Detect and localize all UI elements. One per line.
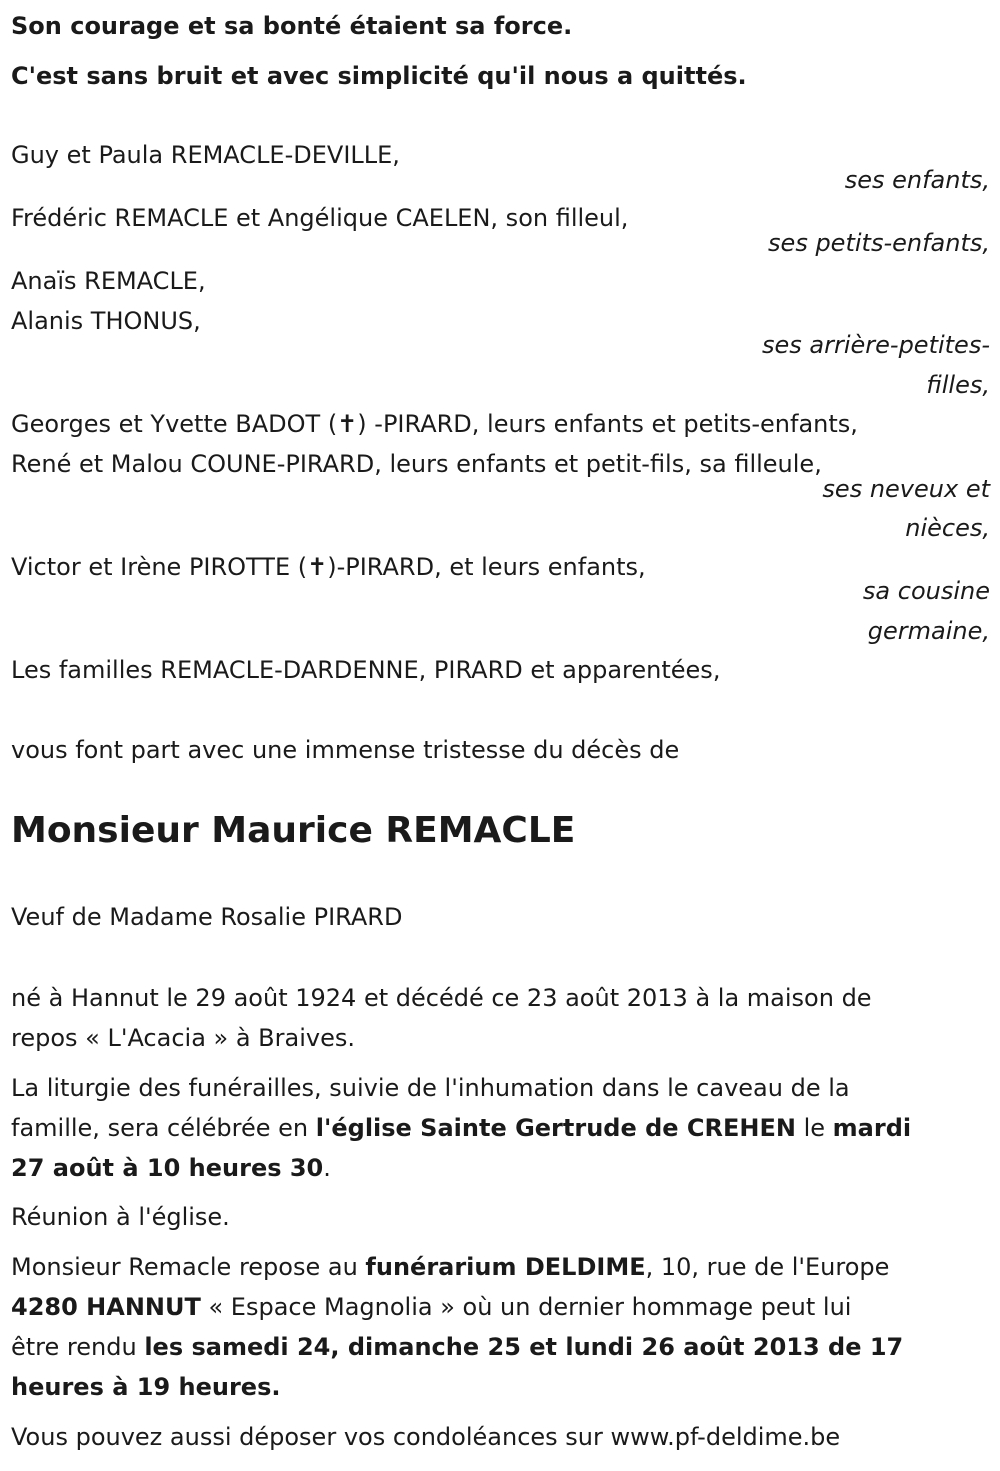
grandchildren-names: Frédéric REMACLE et Angélique CAELEN, son filleul, (11, 204, 629, 232)
related-families: Les familles REMACLE-DARDENNE, PIRARD et apparentées, (11, 656, 721, 684)
funeral-home-city: 4280 HANNUT (11, 1293, 201, 1321)
meeting-line: Réunion à l'église. (11, 1203, 230, 1231)
birth-death-line-2: repos « L'Acacia » à Braives. (11, 1024, 355, 1052)
great-grandchildren-role-1: ses arrière-petites- (762, 331, 990, 359)
repose-line-1 (11, 1255, 889, 1279)
repose-line-3 (11, 1335, 903, 1359)
nephews-role-2: nièces, (905, 514, 990, 542)
funeral-datetime: 27 août à 10 heures 30 (11, 1154, 324, 1182)
cousin-names: Victor et Irène PIROTTE (✝)-PIRARD, et leurs enfants, (11, 553, 646, 581)
funeral-line-3 (11, 1156, 331, 1180)
church-name: l'église Sainte Gertrude de CREHEN (315, 1114, 796, 1142)
funeral-text: famille, sera célébrée en (11, 1114, 316, 1142)
funeral-day: mardi (832, 1114, 912, 1142)
birth-death-line-1: né à Hannut le 29 août 1924 et décédé ce 23 août 2013 à la maison de (11, 984, 872, 1012)
children-role: ses enfants, (844, 166, 990, 194)
repose-text: , 10, rue de l'Europe (645, 1253, 890, 1281)
great-grandchildren-role-2: filles, (926, 371, 990, 399)
great-grandchild-1: Anaïs REMACLE, (11, 267, 206, 295)
nephews-role-1: ses neveux et (822, 475, 990, 503)
funeral-line-2 (11, 1116, 911, 1140)
visiting-hours: heures à 19 heures. (11, 1373, 281, 1401)
repose-text: « Espace Magnolia » où un dernier hommage peut lui (200, 1293, 852, 1321)
condolences-line: Vous pouvez aussi déposer vos condoléances sur www.pf-deldime.be (11, 1423, 841, 1451)
announcement: vous font part avec une immense tristesse du décès de (11, 736, 680, 764)
funeral-home-name: funérarium DELDIME (365, 1253, 646, 1281)
deceased-name: Monsieur Maurice REMACLE (11, 810, 576, 851)
cousin-role-1: sa cousine (862, 577, 990, 605)
great-grandchild-2: Alanis THONUS, (11, 307, 201, 335)
funeral-line-1: La liturgie des funérailles, suivie de l'inhumation dans le caveau de la (11, 1074, 850, 1102)
children-names: Guy et Paula REMACLE-DEVILLE, (11, 141, 400, 169)
cousin-role-2: germaine, (867, 617, 990, 645)
epigraph-line-1: Son courage et sa bonté étaient sa force. (11, 12, 573, 40)
nephews-line-2: René et Malou COUNE-PIRARD, leurs enfants et petit-fils, sa filleule, (11, 450, 822, 478)
nephews-line-1: Georges et Yvette BADOT (✝) -PIRARD, leurs enfants et petits-enfants, (11, 410, 858, 438)
visiting-dates: les samedi 24, dimanche 25 et lundi 26 août 2013 de 17 (144, 1333, 904, 1361)
funeral-text: le (795, 1114, 833, 1142)
repose-line-2 (11, 1295, 851, 1319)
repose-text: être rendu (11, 1333, 145, 1361)
epigraph-line-2: C'est sans bruit et avec simplicité qu'il nous a quittés. (11, 62, 747, 90)
grandchildren-role: ses petits-enfants, (768, 229, 990, 257)
repose-text: Monsieur Remacle repose au (11, 1253, 366, 1281)
widower-line: Veuf de Madame Rosalie PIRARD (11, 903, 403, 931)
funeral-text: . (323, 1154, 331, 1182)
